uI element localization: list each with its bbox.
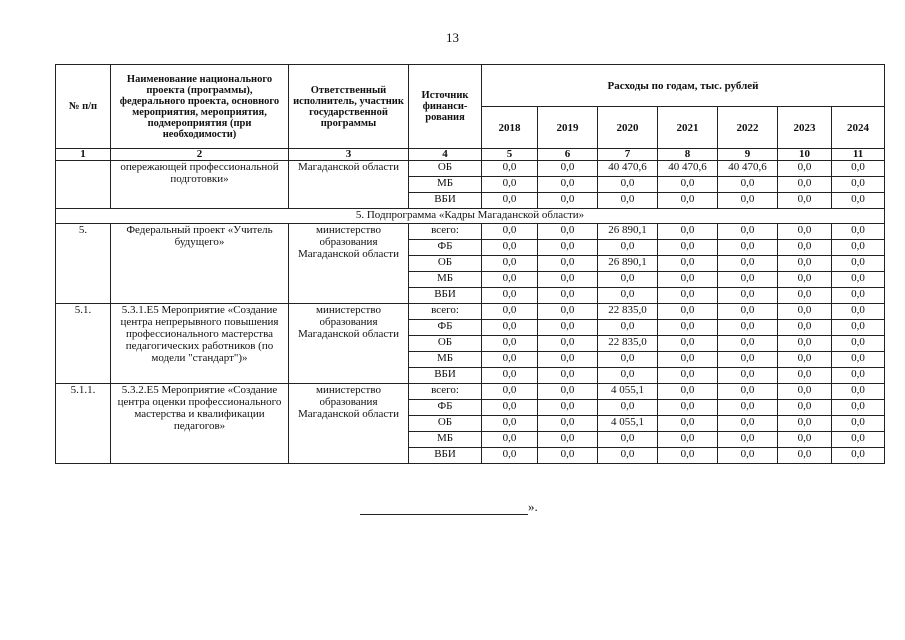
amount-cell: 0,0 bbox=[538, 272, 598, 288]
amount-cell: 0,0 bbox=[482, 432, 538, 448]
column-number: 10 bbox=[778, 149, 832, 161]
amount-cell: 0,0 bbox=[538, 177, 598, 193]
amount-cell: 0,0 bbox=[482, 161, 538, 177]
funding-source: МБ bbox=[409, 352, 482, 368]
funding-source: МБ bbox=[409, 272, 482, 288]
funding-source: ОБ bbox=[409, 256, 482, 272]
amount-cell: 0,0 bbox=[482, 368, 538, 384]
amount-cell: 0,0 bbox=[778, 224, 832, 240]
funding-source: ОБ bbox=[409, 161, 482, 177]
amount-cell: 0,0 bbox=[778, 352, 832, 368]
amount-cell: 0,0 bbox=[718, 352, 778, 368]
amount-cell: 0,0 bbox=[832, 256, 885, 272]
amount-cell: 0,0 bbox=[778, 193, 832, 209]
amount-cell: 0,0 bbox=[718, 448, 778, 464]
amount-cell: 0,0 bbox=[658, 272, 718, 288]
amount-cell: 0,0 bbox=[832, 177, 885, 193]
amount-cell: 0,0 bbox=[598, 320, 658, 336]
amount-cell: 0,0 bbox=[482, 304, 538, 320]
amount-cell: 0,0 bbox=[658, 240, 718, 256]
amount-cell: 0,0 bbox=[658, 400, 718, 416]
amount-cell: 0,0 bbox=[718, 177, 778, 193]
amount-cell: 0,0 bbox=[718, 432, 778, 448]
amount-cell: 0,0 bbox=[778, 416, 832, 432]
column-number: 1 bbox=[56, 149, 111, 161]
column-number: 5 bbox=[482, 149, 538, 161]
amount-cell: 0,0 bbox=[598, 352, 658, 368]
amount-cell: 0,0 bbox=[482, 288, 538, 304]
amount-cell: 0,0 bbox=[778, 448, 832, 464]
funding-source: ВБИ bbox=[409, 368, 482, 384]
amount-cell: 0,0 bbox=[778, 177, 832, 193]
funding-source: всего: bbox=[409, 304, 482, 320]
amount-cell: 0,0 bbox=[538, 432, 598, 448]
column-number: 4 bbox=[409, 149, 482, 161]
funding-source: ФБ bbox=[409, 240, 482, 256]
page-number: 13 bbox=[446, 30, 459, 45]
amount-cell: 0,0 bbox=[598, 432, 658, 448]
responsible-executor: министерство образования Магаданской области bbox=[289, 384, 409, 464]
funding-source: всего: bbox=[409, 224, 482, 240]
amount-cell: 0,0 bbox=[778, 161, 832, 177]
amount-cell: 0,0 bbox=[832, 304, 885, 320]
amount-cell: 0,0 bbox=[832, 336, 885, 352]
row-number: 5.1.1. bbox=[56, 384, 111, 464]
amount-cell: 0,0 bbox=[778, 240, 832, 256]
subprogram-row bbox=[56, 209, 885, 224]
column-number: 8 bbox=[658, 149, 718, 161]
amount-cell: 0,0 bbox=[598, 288, 658, 304]
amount-cell: 0,0 bbox=[778, 288, 832, 304]
amount-cell: 0,0 bbox=[482, 240, 538, 256]
item-name: опережающей профессиональной подготовки» bbox=[111, 161, 289, 209]
amount-cell: 0,0 bbox=[778, 256, 832, 272]
amount-cell: 0,0 bbox=[658, 336, 718, 352]
amount-cell: 0,0 bbox=[658, 304, 718, 320]
amount-cell: 0,0 bbox=[832, 161, 885, 177]
amount-cell: 0,0 bbox=[718, 224, 778, 240]
responsible-executor: министерство образования Магаданской области bbox=[289, 224, 409, 304]
funding-source: МБ bbox=[409, 177, 482, 193]
header-source: Источник финанси-рования bbox=[409, 65, 482, 149]
header-year: 2022 bbox=[718, 107, 778, 149]
table-row bbox=[56, 224, 885, 240]
amount-cell: 4 055,1 bbox=[598, 384, 658, 400]
item-name: Федеральный проект «Учитель будущего» bbox=[111, 224, 289, 304]
column-number: 2 bbox=[111, 149, 289, 161]
amount-cell: 0,0 bbox=[832, 384, 885, 400]
signature-line bbox=[360, 502, 528, 515]
amount-cell: 0,0 bbox=[658, 224, 718, 240]
amount-cell: 0,0 bbox=[778, 272, 832, 288]
amount-cell: 0,0 bbox=[538, 193, 598, 209]
funding-source: ВБИ bbox=[409, 193, 482, 209]
amount-cell: 0,0 bbox=[598, 272, 658, 288]
amount-cell: 0,0 bbox=[778, 432, 832, 448]
amount-cell: 0,0 bbox=[538, 224, 598, 240]
header-year: 2023 bbox=[778, 107, 832, 149]
amount-cell: 0,0 bbox=[538, 368, 598, 384]
amount-cell: 0,0 bbox=[538, 161, 598, 177]
amount-cell: 0,0 bbox=[718, 193, 778, 209]
amount-cell: 0,0 bbox=[832, 193, 885, 209]
column-number: 11 bbox=[832, 149, 885, 161]
row-number bbox=[56, 161, 111, 209]
amount-cell: 0,0 bbox=[778, 320, 832, 336]
amount-cell: 0,0 bbox=[538, 304, 598, 320]
amount-cell: 0,0 bbox=[658, 416, 718, 432]
amount-cell: 0,0 bbox=[658, 256, 718, 272]
amount-cell: 0,0 bbox=[658, 368, 718, 384]
amount-cell: 0,0 bbox=[482, 352, 538, 368]
funding-source: ВБИ bbox=[409, 448, 482, 464]
amount-cell: 0,0 bbox=[658, 352, 718, 368]
subprogram-title: 5. Подпрограмма «Кадры Магаданской области» bbox=[56, 209, 885, 224]
amount-cell: 0,0 bbox=[658, 193, 718, 209]
amount-cell: 0,0 bbox=[538, 320, 598, 336]
amount-cell: 40 470,6 bbox=[598, 161, 658, 177]
amount-cell: 0,0 bbox=[718, 336, 778, 352]
amount-cell: 0,0 bbox=[538, 448, 598, 464]
item-name: 5.3.2.Е5 Мероприятие «Создание центра оценки профессионального мастерства и квалификации педагогов» bbox=[111, 384, 289, 464]
amount-cell: 0,0 bbox=[718, 304, 778, 320]
amount-cell: 0,0 bbox=[778, 304, 832, 320]
amount-cell: 0,0 bbox=[718, 256, 778, 272]
amount-cell: 0,0 bbox=[598, 177, 658, 193]
column-number: 3 bbox=[289, 149, 409, 161]
responsible-executor: Магаданской области bbox=[289, 161, 409, 209]
header-year: 2021 bbox=[658, 107, 718, 149]
responsible-executor: министерство образования Магаданской области bbox=[289, 304, 409, 384]
funding-source: всего: bbox=[409, 384, 482, 400]
column-number: 6 bbox=[538, 149, 598, 161]
amount-cell: 0,0 bbox=[482, 256, 538, 272]
amount-cell: 0,0 bbox=[482, 272, 538, 288]
amount-cell: 0,0 bbox=[538, 256, 598, 272]
header-year: 2019 bbox=[538, 107, 598, 149]
funding-source: ОБ bbox=[409, 336, 482, 352]
amount-cell: 0,0 bbox=[658, 320, 718, 336]
amount-cell: 0,0 bbox=[832, 288, 885, 304]
table-row bbox=[56, 384, 885, 400]
amount-cell: 4 055,1 bbox=[598, 416, 658, 432]
amount-cell: 40 470,6 bbox=[658, 161, 718, 177]
amount-cell: 0,0 bbox=[832, 432, 885, 448]
amount-cell: 40 470,6 bbox=[718, 161, 778, 177]
amount-cell: 0,0 bbox=[538, 288, 598, 304]
amount-cell: 0,0 bbox=[658, 448, 718, 464]
funding-source: МБ bbox=[409, 432, 482, 448]
amount-cell: 0,0 bbox=[482, 416, 538, 432]
amount-cell: 26 890,1 bbox=[598, 224, 658, 240]
column-number: 9 bbox=[718, 149, 778, 161]
amount-cell: 0,0 bbox=[658, 288, 718, 304]
amount-cell: 0,0 bbox=[538, 384, 598, 400]
amount-cell: 0,0 bbox=[778, 368, 832, 384]
header-year: 2024 bbox=[832, 107, 885, 149]
amount-cell: 0,0 bbox=[482, 320, 538, 336]
amount-cell: 0,0 bbox=[718, 288, 778, 304]
funding-source: ОБ bbox=[409, 416, 482, 432]
funding-source: ФБ bbox=[409, 400, 482, 416]
row-number: 5.1. bbox=[56, 304, 111, 384]
amount-cell: 0,0 bbox=[832, 272, 885, 288]
row-number: 5. bbox=[56, 224, 111, 304]
amount-cell: 0,0 bbox=[832, 448, 885, 464]
amount-cell: 0,0 bbox=[482, 384, 538, 400]
amount-cell: 0,0 bbox=[778, 384, 832, 400]
amount-cell: 0,0 bbox=[482, 448, 538, 464]
amount-cell: 0,0 bbox=[538, 240, 598, 256]
amount-cell: 0,0 bbox=[658, 384, 718, 400]
header-expenses: Расходы по годам, тыс. рублей bbox=[482, 65, 885, 107]
amount-cell: 0,0 bbox=[482, 193, 538, 209]
amount-cell: 0,0 bbox=[832, 416, 885, 432]
amount-cell: 0,0 bbox=[718, 320, 778, 336]
amount-cell: 0,0 bbox=[832, 400, 885, 416]
header-num: № п/п bbox=[56, 65, 111, 149]
amount-cell: 0,0 bbox=[598, 400, 658, 416]
budget-table bbox=[55, 64, 885, 464]
column-number: 7 bbox=[598, 149, 658, 161]
amount-cell: 0,0 bbox=[718, 272, 778, 288]
amount-cell: 0,0 bbox=[658, 177, 718, 193]
funding-source: ФБ bbox=[409, 320, 482, 336]
amount-cell: 0,0 bbox=[778, 336, 832, 352]
amount-cell: 0,0 bbox=[832, 320, 885, 336]
amount-cell: 0,0 bbox=[598, 368, 658, 384]
amount-cell: 0,0 bbox=[598, 193, 658, 209]
amount-cell: 0,0 bbox=[778, 400, 832, 416]
amount-cell: 0,0 bbox=[832, 240, 885, 256]
amount-cell: 0,0 bbox=[718, 368, 778, 384]
amount-cell: 0,0 bbox=[538, 400, 598, 416]
amount-cell: 0,0 bbox=[832, 224, 885, 240]
amount-cell: 0,0 bbox=[718, 240, 778, 256]
item-name: 5.3.1.Е5 Мероприятие «Создание центра непрерывного повышения профессионального мастерства педагогических работников (по модели "стандарт")» bbox=[111, 304, 289, 384]
amount-cell: 22 835,0 bbox=[598, 336, 658, 352]
amount-cell: 0,0 bbox=[658, 432, 718, 448]
amount-cell: 0,0 bbox=[718, 400, 778, 416]
closing-quote: ». bbox=[528, 499, 538, 514]
header-responsible: Ответственный исполнитель, участник государственной программы bbox=[289, 65, 409, 149]
amount-cell: 0,0 bbox=[482, 336, 538, 352]
amount-cell: 22 835,0 bbox=[598, 304, 658, 320]
amount-cell: 0,0 bbox=[718, 384, 778, 400]
amount-cell: 0,0 bbox=[538, 336, 598, 352]
amount-cell: 0,0 bbox=[598, 240, 658, 256]
amount-cell: 0,0 bbox=[718, 416, 778, 432]
amount-cell: 0,0 bbox=[482, 177, 538, 193]
table-row bbox=[56, 304, 885, 320]
amount-cell: 0,0 bbox=[538, 352, 598, 368]
closing-mark bbox=[360, 499, 538, 515]
amount-cell: 0,0 bbox=[538, 416, 598, 432]
amount-cell: 0,0 bbox=[832, 352, 885, 368]
amount-cell: 0,0 bbox=[482, 224, 538, 240]
amount-cell: 0,0 bbox=[598, 448, 658, 464]
header-year: 2020 bbox=[598, 107, 658, 149]
table-row bbox=[56, 161, 885, 177]
funding-source: ВБИ bbox=[409, 288, 482, 304]
header-name: Наименование национального проекта (программы), федерального проекта, основного мероприятия, мероприятия, подмероприятия (при необходимости) bbox=[111, 65, 289, 149]
amount-cell: 26 890,1 bbox=[598, 256, 658, 272]
amount-cell: 0,0 bbox=[832, 368, 885, 384]
header-year: 2018 bbox=[482, 107, 538, 149]
amount-cell: 0,0 bbox=[482, 400, 538, 416]
